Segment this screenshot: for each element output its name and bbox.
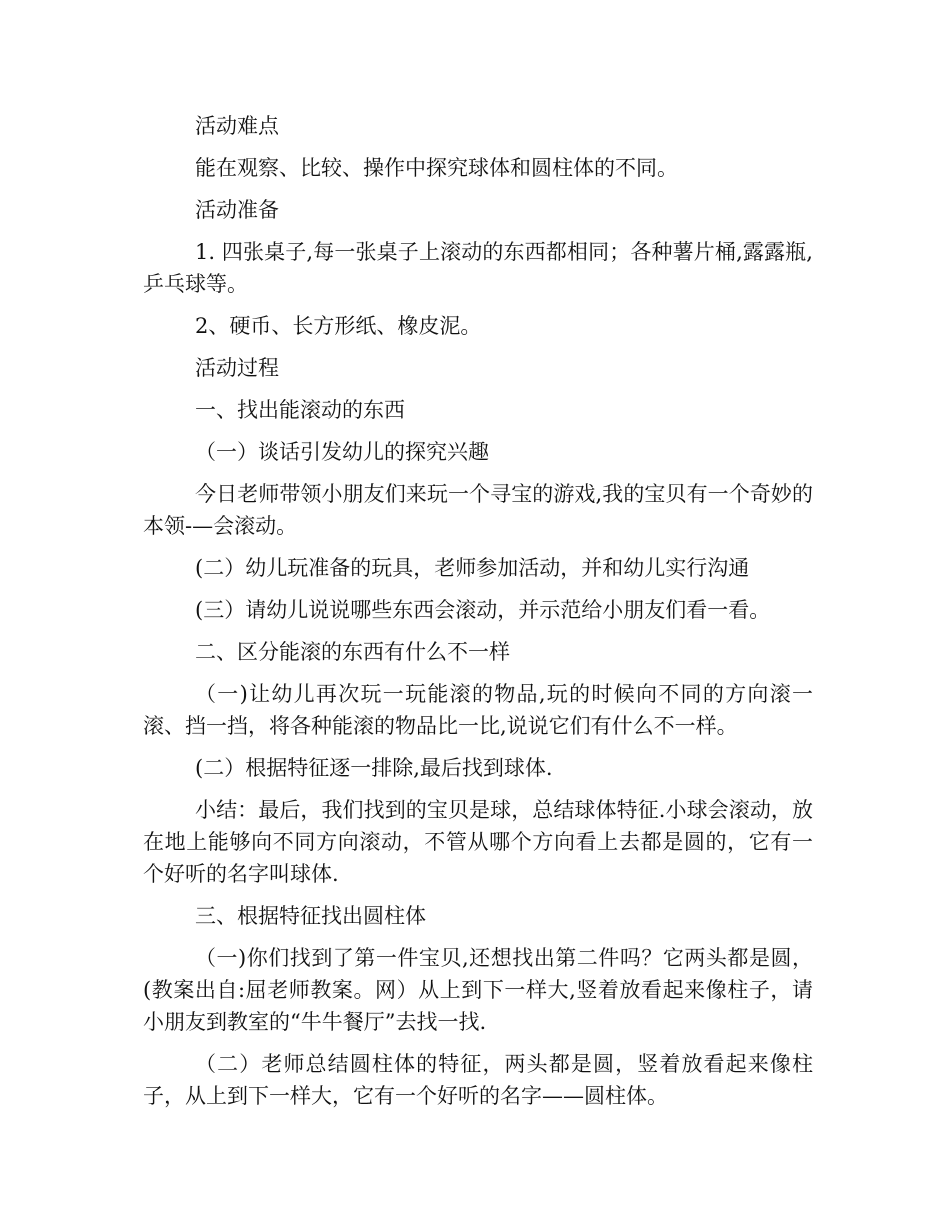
subsection-3-2: （二）老师总结圆柱体的特征，两头都是圆，竖着放看起来像柱子，从上到下一样大，它有一个好听的名字——圆柱体。 [143,1052,813,1108]
heading-activity-process: 活动过程 [195,356,279,380]
subsection-3-1: （一)你们找到了第一件宝贝,还想找出第二件吗？它两头都是圆，(教案出自:屈老师教案。网）从上到下一样大,竖着放看起来像柱子，请小朋友到教室的“牛牛餐厅”去找一找. [143,946,813,1034]
section-heading-3: 三、根据特征找出圆柱体 [195,904,426,928]
document-body [143,110,813,1122]
subsection-1-3: (三）请幼儿说说哪些东西会滚动，并示范给小朋友们看一看。 [195,598,771,622]
paragraph-summary: 小结：最后，我们找到的宝贝是球，总结球体特征.小球会滚动，放在地上能够向不同方向滚动，不管从哪个方向看上去都是圆的，它有一个好听的名字叫球体. [143,798,813,886]
section-heading-1: 一、找出能滚动的东西 [195,398,405,422]
paragraph-preparation-2: 2、硬币、长方形纸、橡皮泥。 [195,314,482,338]
paragraph-preparation-1: 1. 四张桌子,每一张桌子上滚动的东西都相同；各种薯片桶,露露瓶,乒乓球等。 [143,240,813,296]
heading-activity-preparation: 活动准备 [195,198,279,222]
subsection-2-2: (二）根据特征逐一排除,最后找到球体. [195,756,553,780]
subsection-2-1: （一)让幼儿再次玩一玩能滚的物品,玩的时候向不同的方向滚一滚、挡一挡，将各种能滚的物品比一比,说说它们有什么不一样。 [143,682,813,738]
subsection-heading-1-1: （一）谈话引发幼儿的探究兴趣 [195,440,489,464]
paragraph-difficulty-text: 能在观察、比较、操作中探究球体和圆柱体的不同。 [195,156,678,180]
heading-activity-difficulty: 活动难点 [195,114,279,138]
paragraph-treasure-game: 今日老师带领小朋友们来玩一个寻宝的游戏,我的宝贝有一个奇妙的本领-—会滚动。 [143,482,813,538]
section-heading-2: 二、区分能滚的东西有什么不一样 [195,640,510,664]
subsection-1-2: (二）幼儿玩准备的玩具，老师参加活动，并和幼儿实行沟通 [195,556,750,580]
